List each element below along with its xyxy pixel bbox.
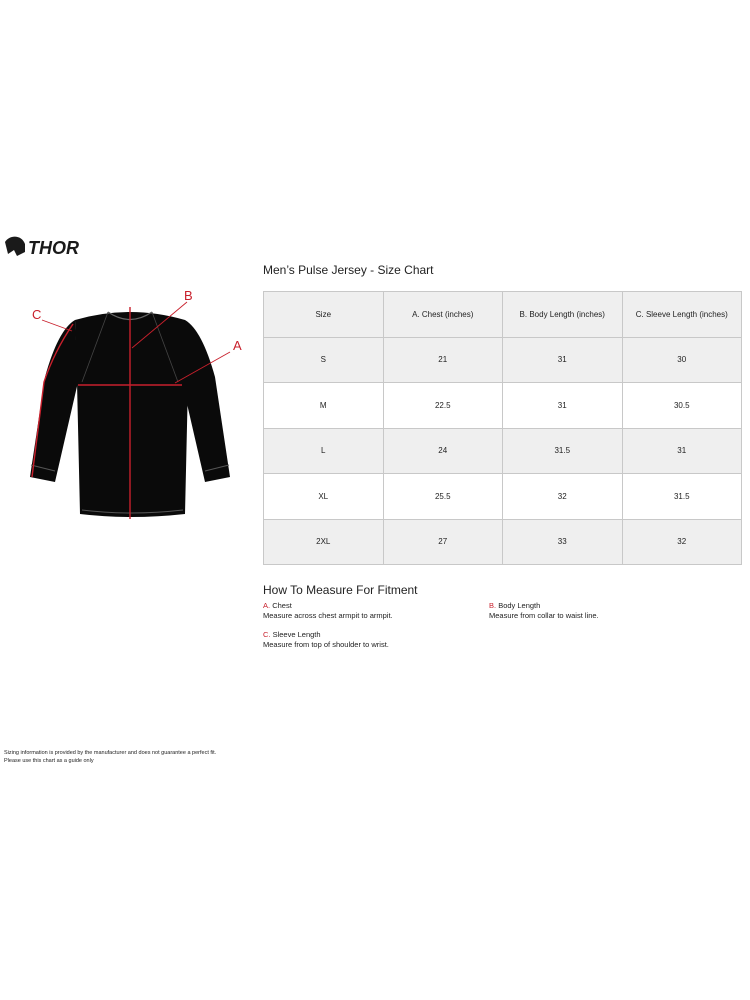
leader-c (42, 320, 72, 331)
cell-sleeve-length: 32 (622, 519, 742, 565)
label-c: C (32, 307, 42, 322)
cell-chest: 22.5 (383, 383, 503, 429)
header-body-length: B. Body Length (inches) (503, 292, 623, 338)
measure-desc: Measure from top of shoulder to wrist. (263, 640, 389, 649)
cell-chest: 21 (383, 337, 503, 383)
cell-sleeve-length: 30.5 (622, 383, 742, 429)
measure-letter: A. (263, 601, 271, 610)
cell-body-length: 32 (503, 474, 623, 520)
cell-size: 2XL (264, 519, 384, 565)
measure-name: Chest (272, 601, 292, 610)
label-a: A (233, 338, 242, 353)
cell-size: M (264, 383, 384, 429)
measure-item-chest (263, 601, 393, 621)
measure-label (263, 630, 389, 640)
cell-chest: 27 (383, 519, 503, 565)
jersey-sleeve-left (30, 320, 78, 482)
cell-body-length: 31.5 (503, 428, 623, 474)
helmet-icon (5, 237, 25, 256)
disclaimer (4, 749, 216, 765)
measure-label (489, 601, 599, 611)
disclaimer-line-2: Please use this chart as a guide only (4, 758, 94, 764)
header-size: Size (264, 292, 384, 338)
cell-size: XL (264, 474, 384, 520)
table-row (264, 428, 742, 474)
logo-text: THOR (28, 238, 79, 258)
measure-item-sleeve-length (263, 630, 389, 650)
disclaimer-line-1: Sizing information is provided by the manufacturer and does not guarantee a perfect fit. (4, 750, 217, 756)
size-table (263, 291, 742, 565)
jersey-sleeve-right (182, 320, 230, 482)
cell-size: S (264, 337, 384, 383)
thor-logo (2, 232, 102, 262)
measure-label (263, 601, 393, 611)
cell-sleeve-length: 31 (622, 428, 742, 474)
jersey-diagram (20, 282, 260, 527)
table-row (264, 474, 742, 520)
table-row (264, 519, 742, 565)
header-sleeve-length: C. Sleeve Length (inches) (622, 292, 742, 338)
measure-desc: Measure across chest armpit to armpit. (263, 611, 393, 620)
measure-desc: Measure from collar to waist line. (489, 611, 599, 620)
measure-item-body-length (489, 601, 599, 621)
cell-sleeve-length: 30 (622, 337, 742, 383)
table-header-row (264, 292, 742, 338)
cell-chest: 25.5 (383, 474, 503, 520)
cell-body-length: 31 (503, 383, 623, 429)
cell-body-length: 31 (503, 337, 623, 383)
table-row (264, 337, 742, 383)
jersey-body (75, 312, 188, 517)
cell-chest: 24 (383, 428, 503, 474)
cell-sleeve-length: 31.5 (622, 474, 742, 520)
cell-size: L (264, 428, 384, 474)
table-row (264, 383, 742, 429)
measure-name: Sleeve Length (272, 630, 321, 639)
measure-name: Body Length (498, 601, 541, 610)
measure-heading: How To Measure For Fitment (263, 583, 418, 597)
header-chest: A. Chest (inches) (383, 292, 503, 338)
chart-title: Men’s Pulse Jersey - Size Chart (263, 263, 434, 277)
measure-letter: C. (263, 630, 271, 639)
cell-body-length: 33 (503, 519, 623, 565)
measure-letter: B. (489, 601, 497, 610)
label-b: B (184, 288, 193, 303)
